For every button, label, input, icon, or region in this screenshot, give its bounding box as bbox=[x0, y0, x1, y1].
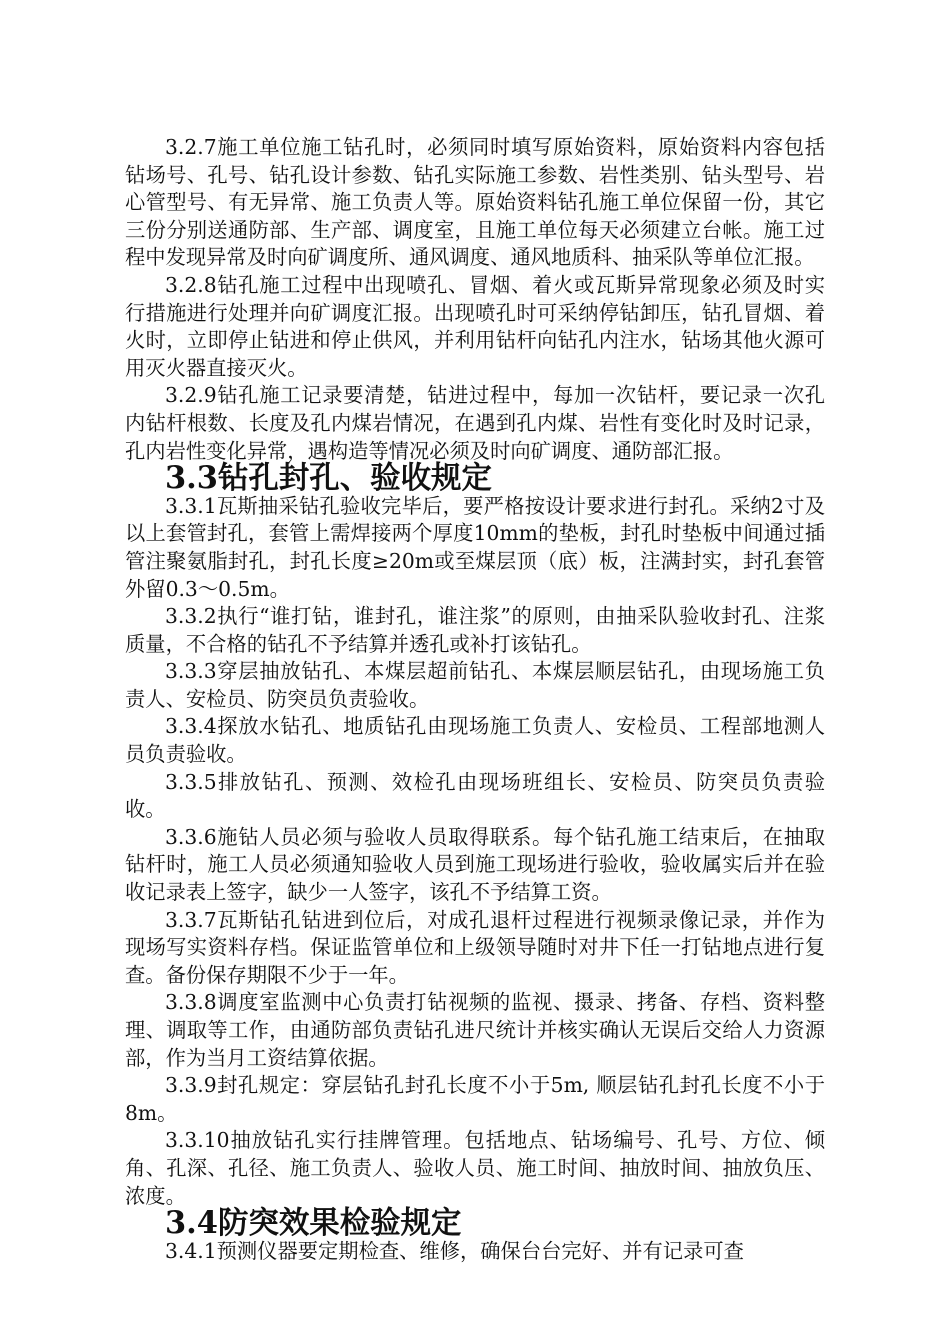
paragraph-3-3-2: 3.3.2执行“谁打钻，谁封孔，谁注浆”的原则，由抽采队验收封孔、注浆质量，不合格的钻孔不予结算并透孔或补打该钻孔。 bbox=[125, 604, 825, 656]
document-page bbox=[125, 134, 825, 1265]
paragraph-3-3-5: 3.3.5排放钻孔、预测、效检孔由现场班组长、安检员、防突员负责验收。 bbox=[125, 769, 825, 822]
paragraph-3-3-1: 3.3.1瓦斯抽采钻孔验收完毕后，要严格按设计要求进行封孔。采纳2寸及以上套管封孔，套管上需焊接两个厚度10mm的垫板，封孔时垫板中间通过插管注聚氨脂封孔，封孔长度≥20m或至煤层顶（底）板，注满封实，封孔套管外留0.3～0.5m。 bbox=[125, 493, 825, 601]
paragraph-3-3-3: 3.3.3穿层抽放钻孔、本煤层超前钻孔、本煤层顺层钻孔，由现场施工负责人、安检员、防突员负责验收。 bbox=[125, 659, 825, 711]
section-heading-3-4: 3.4防突效果检验规定 bbox=[165, 1205, 462, 1242]
paragraph-3-4-1: 3.4.1预测仪器要定期检查、维修，确保台台完好、并有记录可查 bbox=[165, 1238, 744, 1263]
paragraph-3-3-8: 3.3.8调度室监测中心负责打钻视频的监视、摄录、拷备、存档、资料整理、调取等工作，由通防部负责钻孔进尺统计并核实确认无误后交给人力资源部，作为当月工资结算依据。 bbox=[125, 990, 825, 1070]
paragraph-3-3-6: 3.3.6施钻人员必须与验收人员取得联系。每个钻孔施工结束后，在抽取钻杆时，施工人员必须通知验收人员到施工现场进行验收，验收属实后并在验收记录表上签字，缺少一人签字，该孔不予结算工资。 bbox=[125, 824, 825, 905]
paragraph-3-3-10: 3.3.10抽放钻孔实行挂牌管理。包括地点、钻场编号、孔号、方位、倾角、孔深、孔径、施工负责人、验收人员、施工时间、抽放时间、抽放负压、浓度。 bbox=[125, 1128, 825, 1208]
paragraph-3-3-4: 3.3.4探放水钻孔、地质钻孔由现场施工负责人、安检员、工程部地测人员负责验收。 bbox=[125, 714, 825, 767]
section-heading-3-3: 3.3钻孔封孔、验收规定 bbox=[165, 460, 492, 497]
paragraph-3-2-8: 3.2.8钻孔施工过程中出现喷孔、冒烟、着火或瓦斯异常现象必须及时实行措施进行处理并向矿调度汇报。出现喷孔时可采纳停钻卸压，钻孔冒烟、着火时，立即停止钻进和停止供风，并利用钻杆向钻孔内注水，钻场其他火源可用灭火器直接灭火。 bbox=[125, 272, 825, 380]
paragraph-3-2-7: 3.2.7施工单位施工钻孔时，必须同时填写原始资料，原始资料内容包括钻场号、孔号、钻孔设计参数、钻孔实际施工参数、岩性类别、钻头型号、岩心管型号、有无异常、施工负责人等。原始资料钻孔施工单位保留一份，其它三份分别送通防部、生产部、调度室，且施工单位每天必须建立台帐。施工过程中发现异常及时向矿调度所、通风调度、通风地质科、抽采队等单位汇报。 bbox=[125, 135, 825, 270]
paragraph-3-3-7: 3.3.7瓦斯钻孔钻进到位后，对成孔退杆过程进行视频录像记录，并作为现场写实资料存档。保证监管单位和上级领导随时对井下任一打钻地点进行复查。备份保存期限不少于一年。 bbox=[125, 907, 825, 987]
paragraph-3-3-9: 3.3.9封孔规定：穿层钻孔封孔长度不小于5m, 顺层钻孔封孔长度不小于8m。 bbox=[125, 1073, 825, 1125]
paragraph-3-2-9: 3.2.9钻孔施工记录要清楚，钻进过程中，每加一次钻杆，要记录一次孔内钻杆根数、长度及孔内煤岩情况，在遇到孔内煤、岩性有变化时及时记录，孔内岩性变化异常，遇构造等情况必须及时向矿调度、通防部汇报。 bbox=[125, 383, 825, 463]
